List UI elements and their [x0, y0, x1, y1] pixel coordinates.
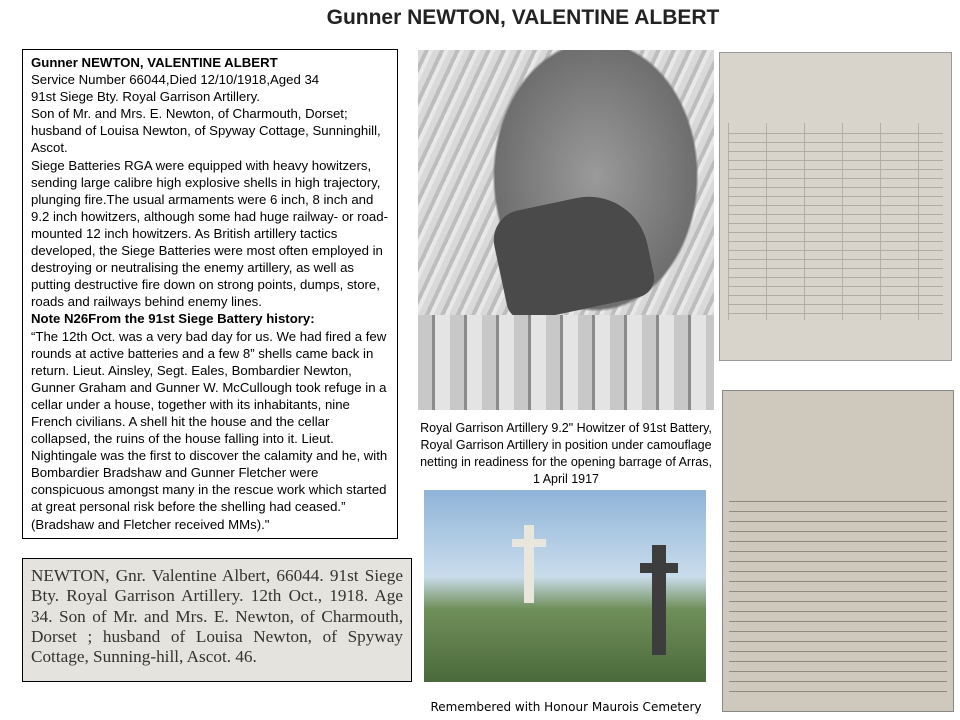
bio-note-heading: Note N26From the 91st Siege Battery history: — [31, 311, 315, 327]
howitzer-photo-caption: Royal Garrison Artillery 9.2" Howitzer of 91st Battery, Royal Garrison Artillery in position under camouflage netting in readiness for the opening barrage of Arras, 1 April 1917 — [420, 421, 712, 486]
graves-registration-report-scan — [722, 390, 954, 712]
bio-service-line: Service Number 66044,Died 12/10/1918,Aged 34 — [31, 72, 320, 88]
bio-family-line: Son of Mr. and Mrs. E. Newton, of Charmouth, Dorset; husband of Louisa Newton, of Spyway Cottage, Sunninghill, Ascot. — [31, 106, 381, 156]
cemetery-photo-caption: Remembered with Honour Maurois Cemetery — [430, 700, 702, 714]
biography-panel — [22, 49, 398, 539]
bio-unit-line: 91st Siege Bty. Royal Garrison Artillery. — [31, 89, 260, 105]
bio-note-text: “The 12th Oct. was a very bad day for us. We had fired a few rounds at active batteries and a few 8” shells came back in return. Lieut. Ainsley, Segt. Eales, Bombardier Newton, Gunner Graham and Gunner W. McCullough took refuge in a cellar under a house, together with its inhabitants, nine French civilians. A shell hit the house and the cellar collapsed, the ruins of the house falling into it. Lieut. Nightingale was the first to discover the calamity and he, with Bombardier Bradshaw and Gunner Fletcher were conspicuous amongst many in the rescue work which started at great personal risk before the shelling had ceased.” (Bradshaw and Fletcher received MMs)." — [31, 328, 388, 532]
howitzer-photo — [418, 50, 714, 410]
howitzer-shape — [488, 186, 658, 325]
camouflage-netting — [418, 315, 714, 410]
page-title: Gunner NEWTON, VALENTINE ALBERT — [326, 6, 720, 29]
bio-siege-batteries-text: Siege Batteries RGA were equipped with heavy howitzers, sending large calibre high explosive shells in high trajectory, plunging fire.The usual armaments were 6 inch, 8 inch and 9.2 inch howitzers, although some had huge railway- or road-mounted 12 inch howitzers. As British artillery tactics developed, the Siege Batteries were most often employed in destroying or neutralising the enemy artillery, as well as putting destructive fire down on strong points, dumps, store, roads and railways behind enemy lines. — [31, 157, 388, 310]
grave-cross — [652, 545, 666, 655]
bio-heading: Gunner NEWTON, VALENTINE ALBERT — [31, 55, 278, 70]
cemetery-register-entry: NEWTON, Gnr. Valentine Albert, 66044. 91st Siege Bty. Royal Garrison Artillery. 12th Oct., 1918. Age 34. Son of Mr. and Mrs. E. Newton, of Charmouth, Dorset ; husband of Louisa Newton, of Spyway Cottage, Sunning-hill, Ascot. 46. — [22, 558, 412, 682]
cross-of-sacrifice — [524, 525, 534, 603]
cemetery-photo — [424, 490, 706, 682]
service-record-scan — [719, 52, 952, 361]
